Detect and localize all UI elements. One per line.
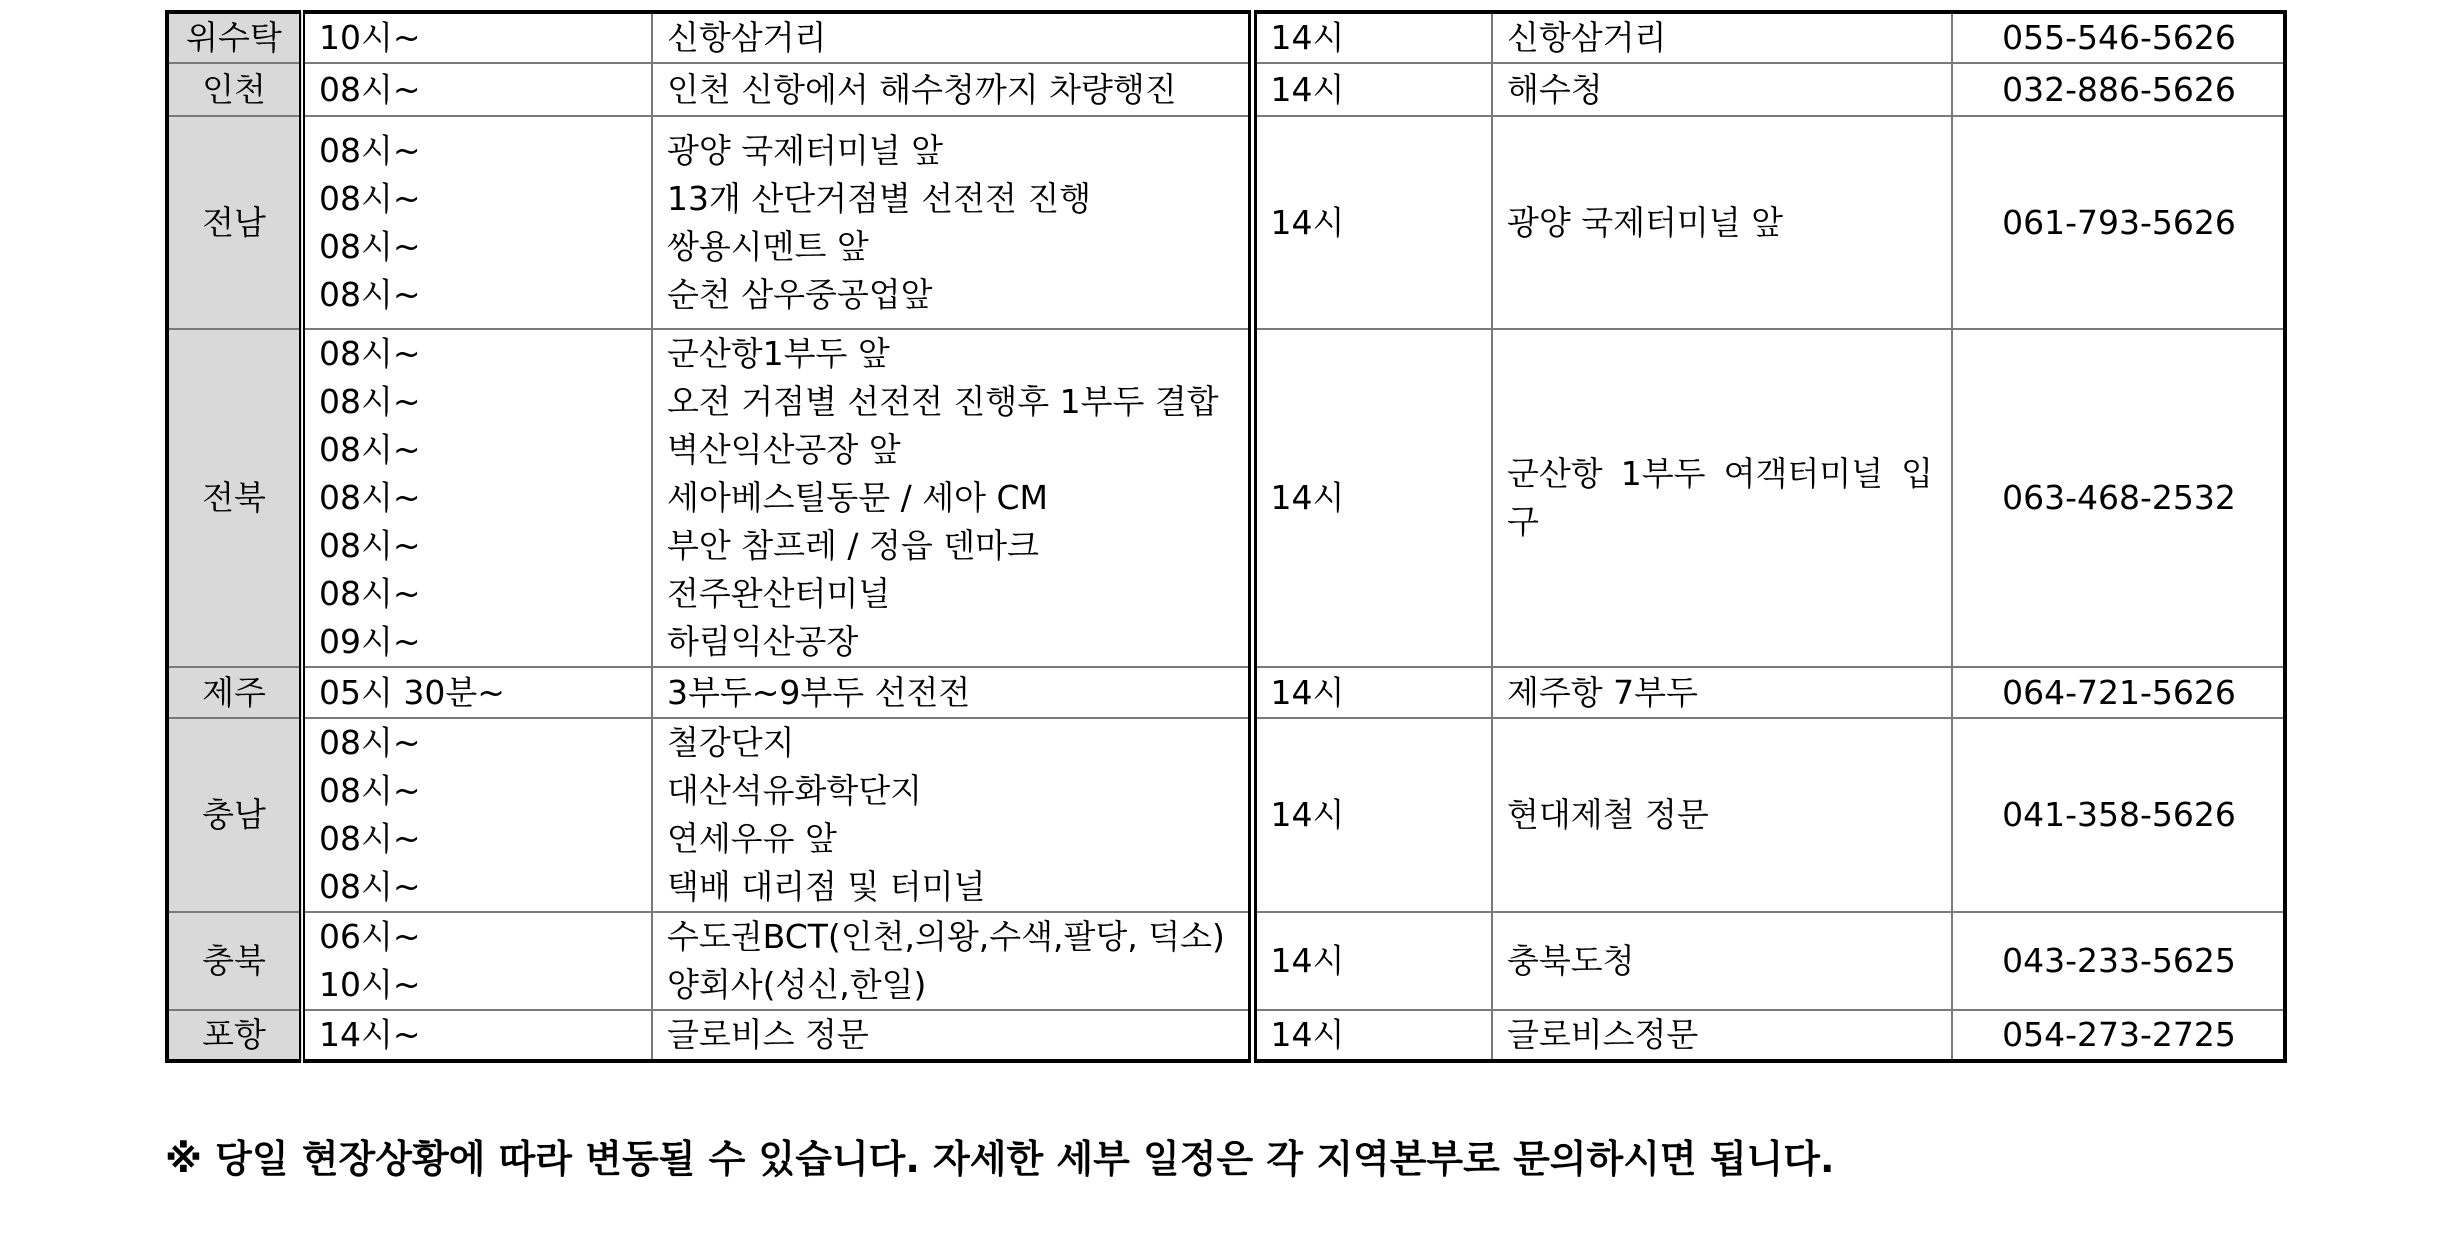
- rally-time-cell: [1252, 329, 1492, 667]
- schedule-table-body: [167, 12, 2285, 1061]
- start-time: 08시~: [319, 274, 421, 314]
- rally-place-cell: [1492, 12, 1952, 63]
- activity-place: 쌍용시멘트 앞: [667, 226, 869, 266]
- table-row: [167, 116, 2285, 329]
- rally-place-cell: [1492, 329, 1952, 667]
- activity-place: 인천 신항에서 해수청까지 차량행진: [667, 69, 1177, 109]
- table-row: [167, 12, 2285, 63]
- start-time-cell: [302, 116, 652, 329]
- region-cell: [167, 12, 302, 63]
- rally-place-cell: [1492, 1010, 1952, 1061]
- rally-time: 14시: [1270, 18, 1345, 57]
- contact-phone: 043-233-5625: [2002, 941, 2236, 980]
- start-time: 05시 30분~: [319, 672, 505, 712]
- start-time-cell: [302, 1010, 652, 1061]
- table-row: [167, 1010, 2285, 1061]
- activity-place-cell: [652, 912, 1252, 1010]
- rally-place-cell: [1492, 63, 1952, 116]
- start-time: 08시~: [319, 130, 421, 170]
- rally-time-cell: [1252, 1010, 1492, 1061]
- rally-time-cell: [1252, 912, 1492, 1010]
- region-label: 포항: [202, 1015, 266, 1054]
- start-time: 08시~: [319, 526, 421, 565]
- table-row: [167, 912, 2285, 1010]
- rally-time: 14시: [1270, 202, 1345, 242]
- activity-place: 수도권BCT(인천,의왕,수색,팔당, 덕소): [667, 917, 1225, 956]
- rally-place: 현대제철 정문: [1507, 795, 1709, 834]
- start-time: 08시~: [319, 334, 421, 373]
- rally-time-cell: [1252, 12, 1492, 63]
- region-cell: [167, 912, 302, 1010]
- region-label: 전북: [202, 478, 266, 517]
- start-time: 08시~: [319, 819, 421, 858]
- start-time: 06시~: [319, 917, 421, 956]
- table-row: [167, 63, 2285, 116]
- activity-place-cell: [652, 12, 1252, 63]
- contact-phone: 041-358-5626: [2002, 795, 2236, 834]
- region-label: 충북: [202, 941, 266, 980]
- start-time: 08시~: [319, 178, 421, 218]
- phone-cell: [1952, 718, 2285, 912]
- activity-place: 글로비스 정문: [667, 1015, 869, 1054]
- region-cell: [167, 1010, 302, 1061]
- region-label: 전남: [202, 202, 266, 242]
- activity-place: 부안 참프레 / 정읍 덴마크: [667, 526, 1039, 565]
- activity-place: 13개 산단거점별 선전전 진행: [667, 178, 1092, 218]
- start-time-cell: [302, 667, 652, 718]
- rally-place: 군산항 1부두 여객터미널 입구: [1507, 454, 1933, 541]
- start-time: 09시~: [319, 622, 421, 661]
- region-label: 인천: [202, 69, 266, 109]
- rally-time: 14시: [1270, 1015, 1345, 1054]
- table-row: [167, 667, 2285, 718]
- start-time: 10시~: [319, 965, 421, 1004]
- start-time-cell: [302, 63, 652, 116]
- activity-place: 3부두~9부두 선전전: [667, 672, 971, 712]
- start-time: 08시~: [319, 430, 421, 469]
- activity-place: 전주완산터미널: [667, 574, 891, 613]
- activity-place: 양회사(성신,한일): [667, 965, 927, 1004]
- activity-place: 신항삼거리: [667, 18, 827, 57]
- rally-place: 해수청: [1507, 69, 1603, 109]
- activity-place: 순천 삼우중공업앞: [667, 274, 933, 314]
- rally-time: 14시: [1270, 941, 1345, 980]
- rally-time-cell: [1252, 116, 1492, 329]
- activity-place-cell: [652, 718, 1252, 912]
- footnote: ※ 당일 현장상황에 따라 변동될 수 있습니다. 자세한 세부 일정은 각 지역본부로 문의하시면 됩니다.: [165, 1137, 1835, 1181]
- phone-cell: [1952, 12, 2285, 63]
- start-time: 08시~: [319, 69, 421, 109]
- activity-place: 하림익산공장: [667, 622, 859, 661]
- phone-cell: [1952, 116, 2285, 329]
- contact-phone: 055-546-5626: [2002, 18, 2236, 57]
- activity-place-cell: [652, 1010, 1252, 1061]
- activity-place-cell: [652, 63, 1252, 116]
- region-cell: [167, 329, 302, 667]
- rally-place: 글로비스정문: [1507, 1015, 1699, 1054]
- table-row: [167, 718, 2285, 912]
- activity-place: 연세우유 앞: [667, 819, 837, 858]
- contact-phone: 063-468-2532: [2002, 478, 2236, 517]
- region-cell: [167, 63, 302, 116]
- contact-phone: 032-886-5626: [2002, 69, 2236, 109]
- region-cell: [167, 718, 302, 912]
- region-label: 충남: [202, 795, 266, 834]
- start-time: 08시~: [319, 723, 421, 762]
- start-time: 08시~: [319, 771, 421, 810]
- start-time-cell: [302, 912, 652, 1010]
- phone-cell: [1952, 63, 2285, 116]
- region-cell: [167, 116, 302, 329]
- table-row: [167, 329, 2285, 667]
- activity-place: 철강단지: [667, 723, 795, 762]
- contact-phone: 064-721-5626: [2002, 672, 2236, 712]
- phone-cell: [1952, 329, 2285, 667]
- start-time: 14시~: [319, 1015, 421, 1054]
- activity-place: 대산석유화학단지: [667, 771, 923, 810]
- contact-phone: 054-273-2725: [2002, 1015, 2236, 1054]
- rally-time-cell: [1252, 667, 1492, 718]
- region-label: 위수탁: [186, 18, 282, 57]
- phone-cell: [1952, 1010, 2285, 1061]
- rally-time-cell: [1252, 63, 1492, 116]
- rally-place-cell: [1492, 667, 1952, 718]
- start-time: 08시~: [319, 867, 421, 906]
- activity-place-cell: [652, 116, 1252, 329]
- schedule-table: [165, 10, 2287, 1063]
- rally-place: 충북도청: [1507, 941, 1635, 980]
- activity-place: 택배 대리점 및 터미널: [667, 867, 986, 906]
- activity-place: 군산항1부두 앞: [667, 334, 890, 373]
- rally-place-cell: [1492, 912, 1952, 1010]
- rally-time: 14시: [1270, 795, 1345, 834]
- activity-place: 벽산익산공장 앞: [667, 430, 901, 469]
- start-time: 08시~: [319, 478, 421, 517]
- activity-place: 오전 거점별 선전전 진행후 1부두 결합: [667, 382, 1219, 421]
- rally-place: 제주항 7부두: [1507, 672, 1698, 712]
- activity-place: 세아베스틸동문 / 세아 CM: [667, 478, 1049, 517]
- rally-place-cell: [1492, 718, 1952, 912]
- start-time: 08시~: [319, 574, 421, 613]
- start-time: 08시~: [319, 382, 421, 421]
- start-time-cell: [302, 329, 652, 667]
- activity-place-cell: [652, 667, 1252, 718]
- rally-place: 광양 국제터미널 앞: [1507, 202, 1784, 242]
- rally-time: 14시: [1270, 69, 1345, 109]
- start-time: 08시~: [319, 226, 421, 266]
- rally-time: 14시: [1270, 672, 1345, 712]
- rally-place: 신항삼거리: [1507, 18, 1667, 57]
- start-time-cell: [302, 12, 652, 63]
- rally-place-cell: [1492, 116, 1952, 329]
- rally-time-cell: [1252, 718, 1492, 912]
- region-cell: [167, 667, 302, 718]
- activity-place-cell: [652, 329, 1252, 667]
- phone-cell: [1952, 667, 2285, 718]
- activity-place: 광양 국제터미널 앞: [667, 130, 944, 170]
- region-label: 제주: [202, 672, 266, 712]
- phone-cell: [1952, 912, 2285, 1010]
- rally-time: 14시: [1270, 478, 1345, 517]
- start-time-cell: [302, 718, 652, 912]
- start-time: 10시~: [319, 18, 421, 57]
- contact-phone: 061-793-5626: [2002, 202, 2236, 242]
